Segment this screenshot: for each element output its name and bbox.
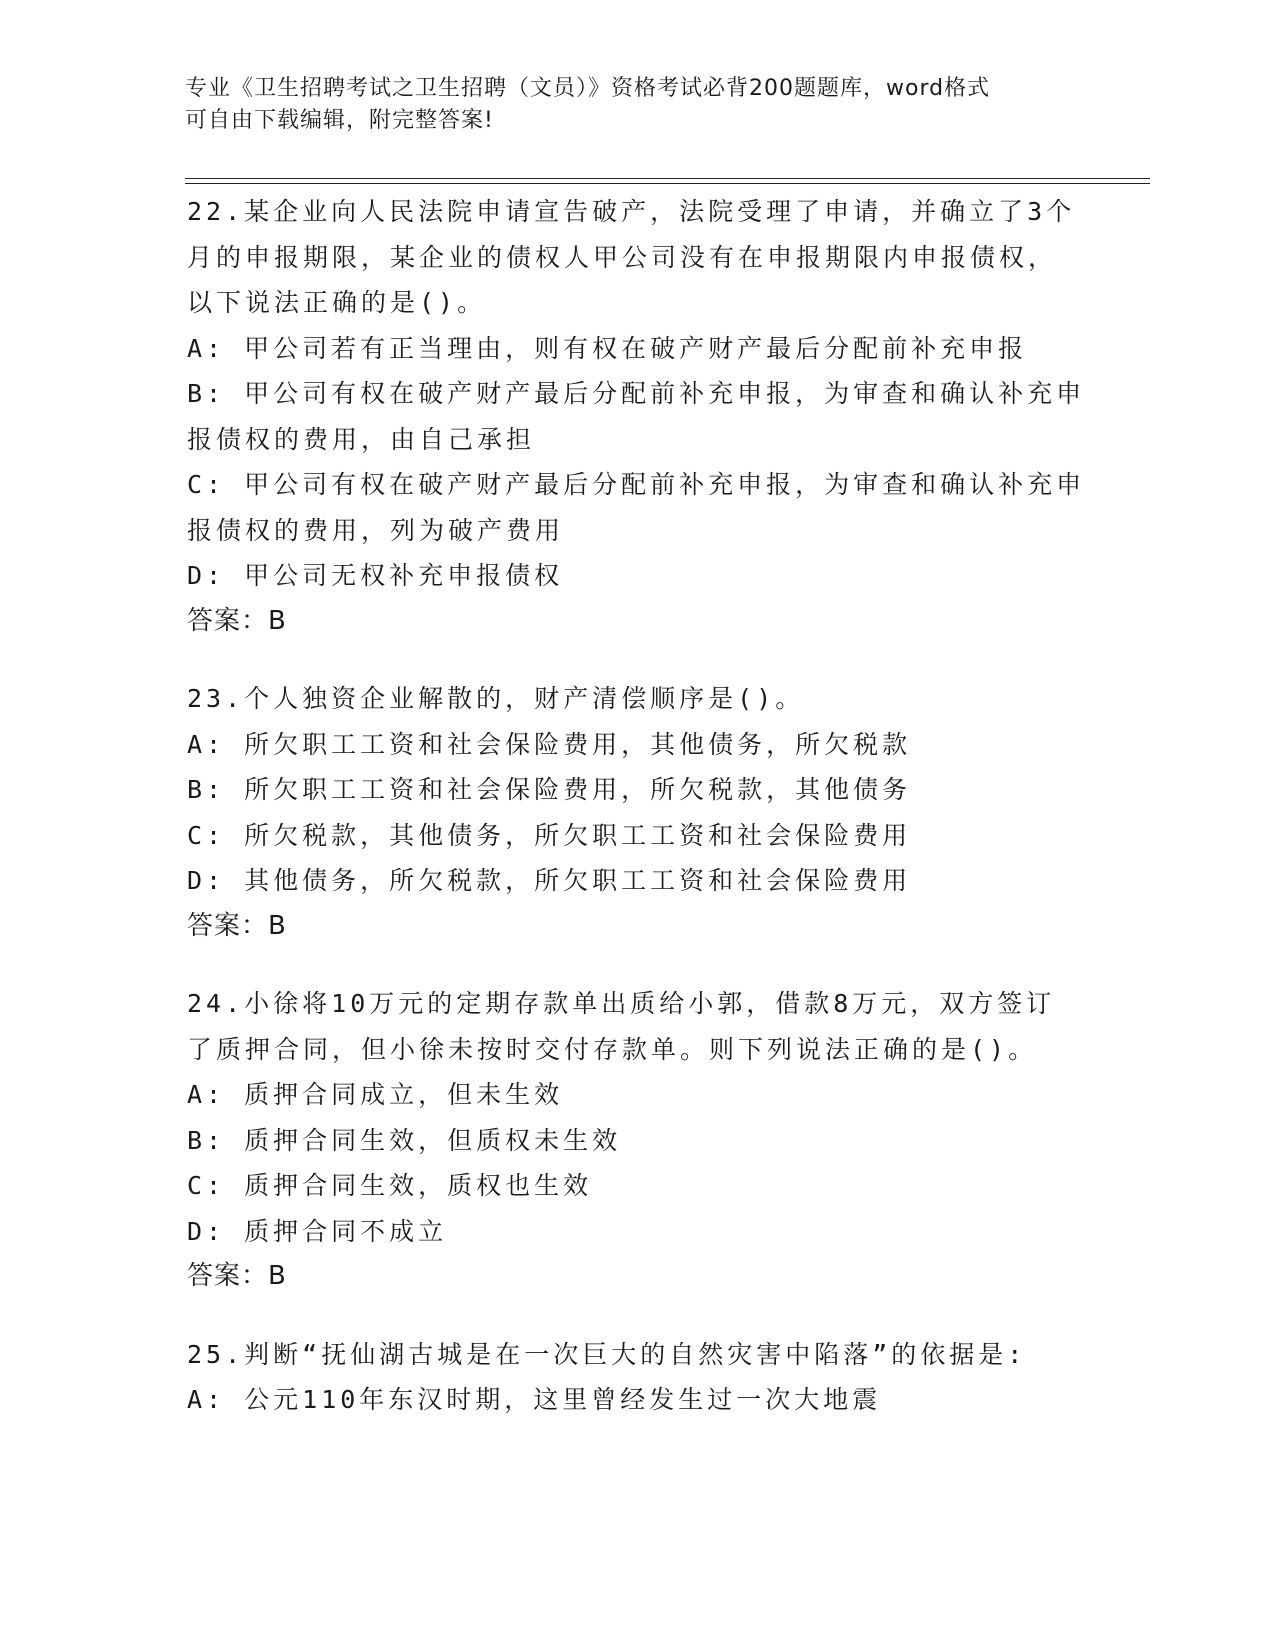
question-item (187, 676, 1087, 949)
question-option: C: 甲公司有权在破产财产最后分配前补充申报，为审查和确认补充申 (187, 470, 1086, 499)
question-option: A: 公元110年东汉时期，这里曾经发生过一次大地震 (187, 1385, 882, 1414)
question-item (187, 1332, 1087, 1423)
page-header (185, 73, 1085, 137)
question-option: D: 甲公司无权补充申报债权 (187, 561, 564, 590)
question-item (187, 981, 1087, 1300)
question-option: B: 质押合同生效，但质权未生效 (187, 1125, 622, 1155)
question-option: 报债权的费用，列为破产费用 (187, 515, 565, 545)
question-option: D: 其他债务，所欠税款，所欠职工工资和社会保险费用 (187, 866, 912, 895)
question-stem: 24.小徐将10万元的定期存款单出质给小郭，借款8万元，双方签订 (187, 989, 1056, 1018)
question-option: D: 质押合同不成立 (187, 1216, 448, 1246)
answer-label: 答案：B (187, 1261, 287, 1291)
question-stem: 以下说法正确的是()。 (187, 288, 487, 317)
question-stem: 25.判断“抚仙湖古城是在一次巨大的自然灾害中陷落”的依据是: (187, 1339, 1027, 1369)
header-line: 可自由下载编辑，附完整答案! (185, 108, 494, 133)
question-stem: 22.某企业向人民法院申请宣告破产，法院受理了申请，并确立了3个 (187, 197, 1076, 226)
question-stem: 了质押合同，但小徐未按时交付存款单。则下列说法正确的是()。 (187, 1034, 1038, 1064)
question-option: 报债权的费用，由自己承担 (187, 424, 536, 454)
header-divider (185, 183, 1150, 184)
question-option: A: 甲公司若有正当理由，则有权在破产财产最后分配前补充申报 (187, 333, 1028, 363)
question-option: C: 质押合同生效，质权也生效 (187, 1171, 593, 1200)
answer-label: 答案：B (187, 910, 287, 941)
question-option: A: 所欠职工工资和社会保险费用，其他债务，所欠税款 (187, 729, 912, 759)
question-option: B: 甲公司有权在破产财产最后分配前补充申报，为审查和确认补充申 (187, 379, 1086, 408)
question-stem: 23.个人独资企业解散的，财产清偿顺序是()。 (187, 684, 805, 713)
question-option: B: 所欠职工工资和社会保险费用，所欠税款，其他债务 (187, 775, 912, 804)
answer-label: 答案：B (187, 605, 287, 636)
question-stem: 月的申报期限，某企业的债权人甲公司没有在申报期限内申报债权， (187, 242, 1058, 272)
header-divider (185, 178, 1150, 179)
header-line: 专业《卫生招聘考试之卫生招聘（文员）》资格考试必背200题题库，word格式 (185, 76, 991, 101)
question-item (187, 189, 1087, 644)
question-option: A: 质押合同成立，但未生效 (187, 1080, 564, 1109)
question-option: C: 所欠税款，其他债务，所欠职工工资和社会保险费用 (187, 820, 912, 850)
question-list (187, 189, 1087, 1455)
